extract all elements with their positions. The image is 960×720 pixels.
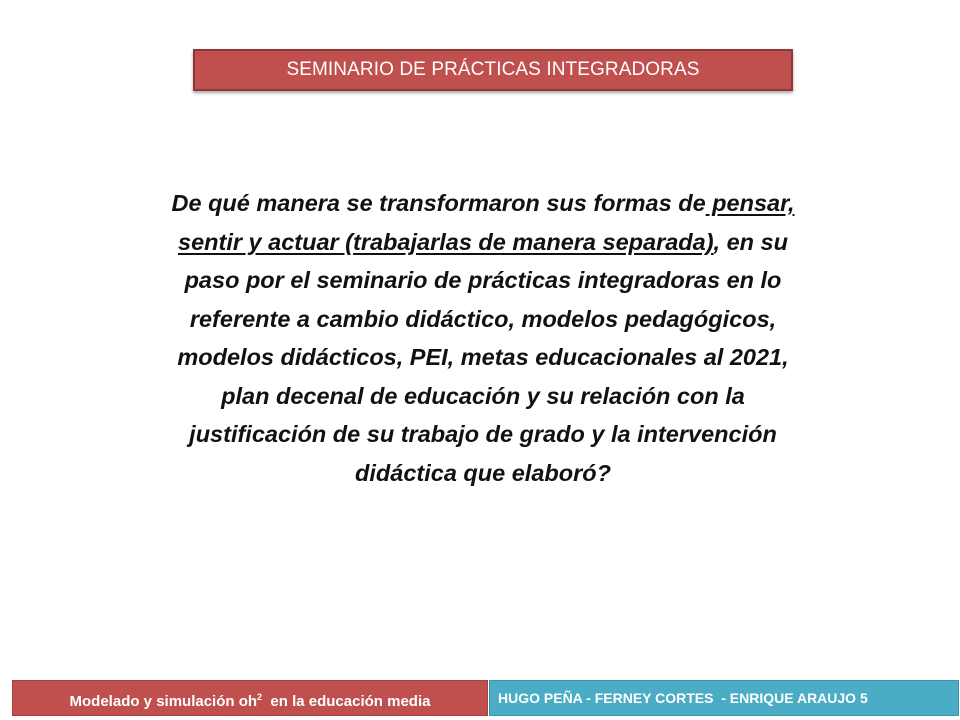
title-banner <box>193 49 793 91</box>
footer-course-label <box>70 687 431 710</box>
footer-authors-label: HUGO PEÑA - FERNEY CORTES - ENRIQUE ARAUJO 5 <box>498 690 868 706</box>
question-underlined-phrase: pensar, sentir y actuar (trabajarlas de manera separada) <box>178 190 795 255</box>
footer-authors-bar <box>489 680 959 716</box>
footer-course-text-end: en la educación media <box>262 692 431 710</box>
footer-course-text: Modelado y simulación oh <box>69 692 258 710</box>
question-part-2: , en su paso por el seminario de prácticas integradoras en lo referente a cambio didáctico, modelos pedagógicos, modelos didácticos, PEI, metas educacionales al 2021, plan decenal de educación y su relación con la justificación de su trabajo de grado y la intervención didáctica que elaboró? <box>177 228 789 486</box>
footer-course-bar <box>12 680 488 716</box>
slide-title: SEMINARIO DE PRÁCTICAS INTEGRADORAS <box>286 59 700 80</box>
question-text <box>170 184 796 492</box>
footer-course-superscript: 2 <box>257 691 263 702</box>
question-part-1: De qué manera se transformaron sus formas de <box>171 190 706 216</box>
